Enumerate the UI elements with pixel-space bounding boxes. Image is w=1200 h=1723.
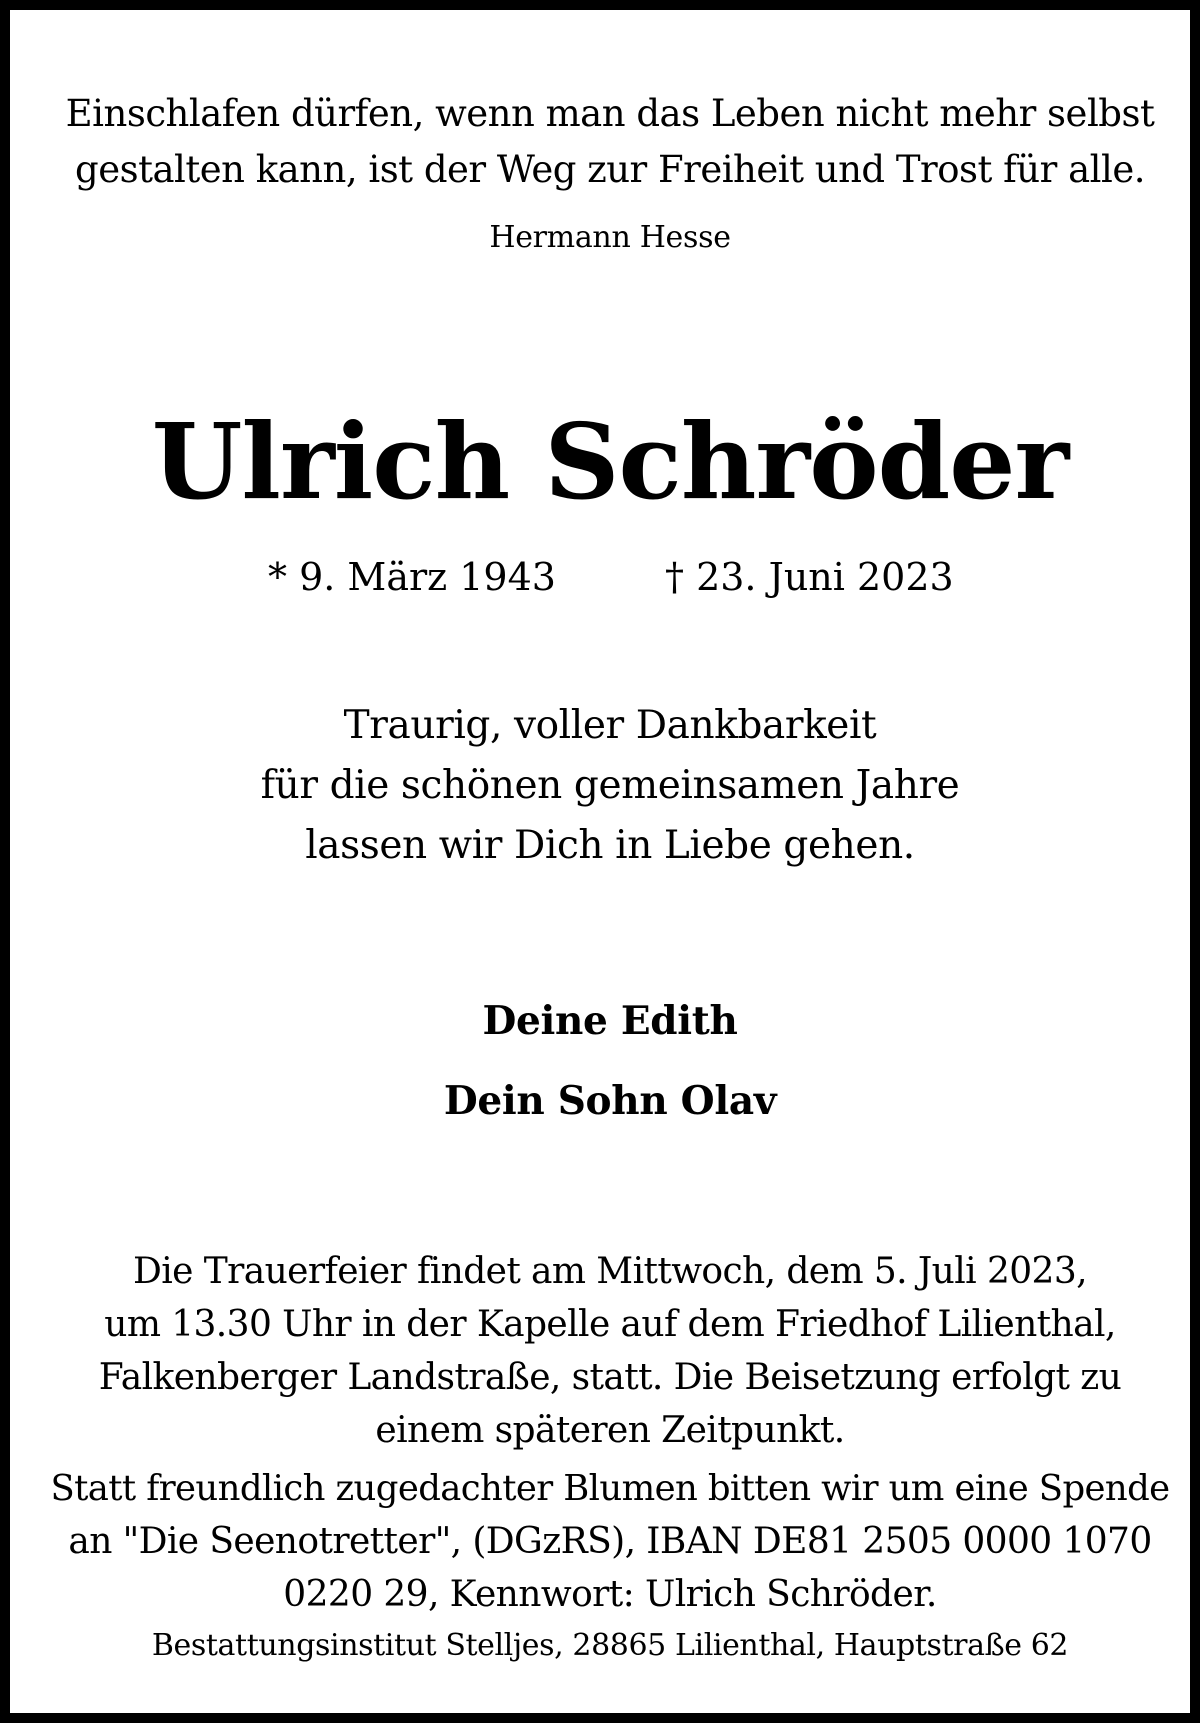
funeral-line-1: Die Trauerfeier findet am Mittwoch, dem 5. Juli 2023, bbox=[132, 1251, 1088, 1292]
birth-date: * 9. März 1943 bbox=[268, 555, 556, 599]
message-line-3: lassen wir Dich in Liebe gehen. bbox=[305, 823, 915, 868]
funeral-line-3: Falkenberger Landstraße, statt. Die Beisetzung erfolgt zu bbox=[98, 1357, 1122, 1398]
mourner-wife: Deine Edith bbox=[482, 998, 738, 1044]
deceased-name: Ulrich Schröder bbox=[151, 400, 1069, 523]
message-line-2: für die schönen gemeinsamen Jahre bbox=[260, 763, 960, 808]
donation-line-1: Statt freundlich zugedachter Blumen bitten wir um eine Spende bbox=[50, 1468, 1170, 1509]
message-line-1: Traurig, voller Dankbarkeit bbox=[343, 703, 877, 748]
donation-line-2: an "Die Seenotretter", (DGzRS), IBAN DE81 2505 0000 1070 bbox=[68, 1521, 1152, 1562]
death-date: † 23. Juni 2023 bbox=[665, 555, 954, 599]
funeral-line-2: um 13.30 Uhr in der Kapelle auf dem Friedhof Lilienthal, bbox=[104, 1304, 1116, 1345]
mourner-son: Dein Sohn Olav bbox=[443, 1078, 777, 1124]
donation-line-3: 0220 29, Kennwort: Ulrich Schröder. bbox=[283, 1574, 937, 1615]
quote-line-2: gestalten kann, ist der Weg zur Freiheit und Trost für alle. bbox=[75, 148, 1145, 191]
quote-author: Hermann Hesse bbox=[489, 220, 731, 255]
funeral-line-4: einem späteren Zeitpunkt. bbox=[375, 1410, 845, 1451]
quote-line-1: Einschlafen dürfen, wenn man das Leben nicht mehr selbst bbox=[65, 92, 1155, 135]
undertaker-info: Bestattungsinstitut Stelljes, 28865 Lilienthal, Hauptstraße 62 bbox=[151, 1628, 1069, 1663]
